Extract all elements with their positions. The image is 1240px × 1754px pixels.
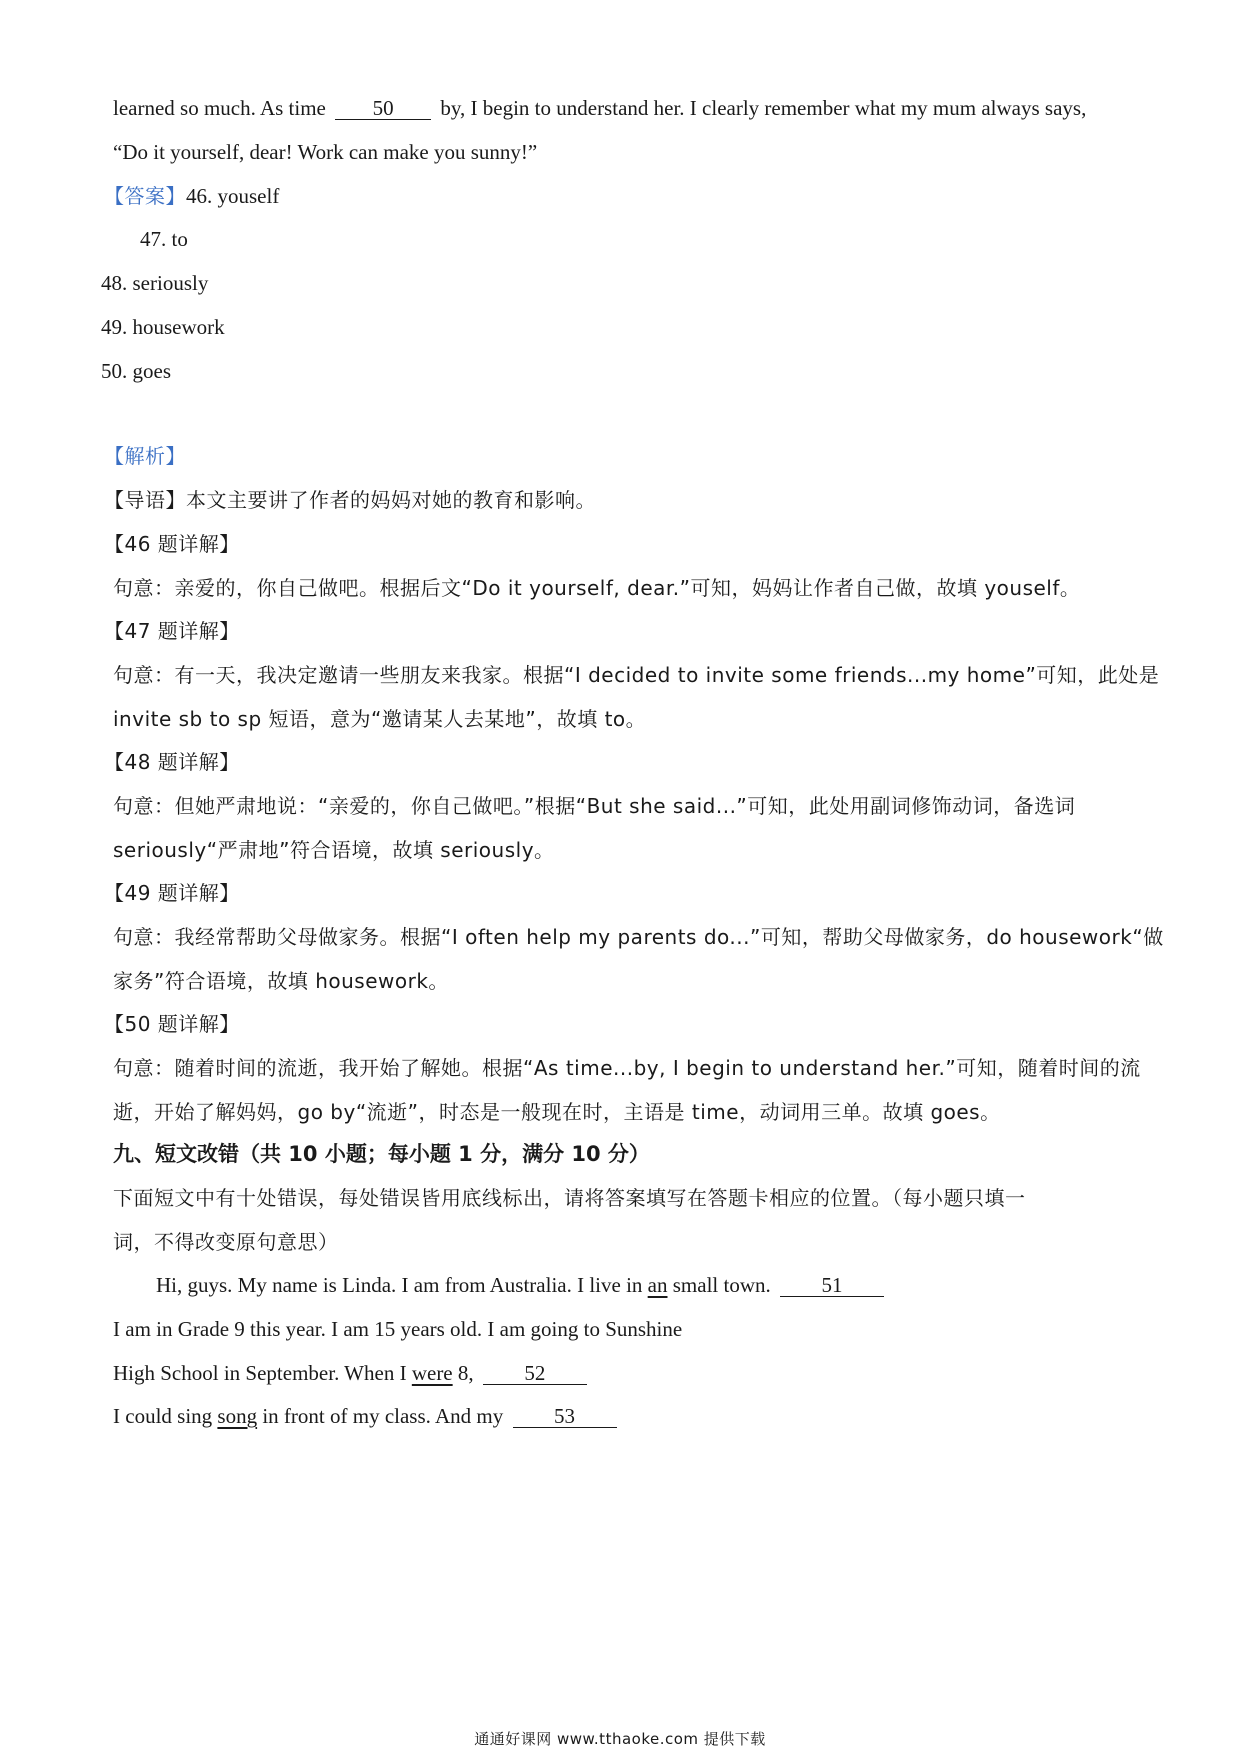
passage-line-1 bbox=[113, 92, 1133, 124]
analysis-intro: 【导语】本文主要讲了作者的妈妈对她的教育和影响。 bbox=[104, 488, 596, 512]
answer-50: 50. goes bbox=[101, 359, 171, 383]
section-9-instructions-2: 词，不得改变原句意思） bbox=[113, 1230, 339, 1254]
answer-48: 48. seriously bbox=[101, 271, 209, 295]
q48-text-2: seriously“严肃地”符合语境，故填 seriously。 bbox=[113, 838, 555, 862]
q47-text-2: invite sb to sp 短语，意为“邀请某人去某地”，故填 to。 bbox=[113, 707, 647, 731]
error-word-song: song bbox=[217, 1404, 258, 1428]
q48-title: 【48 题详解】 bbox=[104, 750, 240, 774]
q47-title: 【47 题详解】 bbox=[104, 619, 240, 643]
q46-text: 句意：亲爱的，你自己做吧。根据后文“Do it yourself, dear.”可知，妈妈让作者自己做，故填 youself。 bbox=[113, 576, 1081, 600]
passage-line-2: “Do it yourself, dear! Work can make you sunny!” bbox=[113, 140, 538, 164]
q50-text-1: 句意：随着时间的流逝，我开始了解她。根据“As time...by, I begin to understand her.”可知，随着时间的流 bbox=[113, 1056, 1141, 1080]
answer-47: 47. to bbox=[140, 227, 188, 251]
error-word-were: were bbox=[411, 1361, 453, 1385]
answer-blank-50: 50 bbox=[335, 97, 431, 120]
section-9-heading: 九、短文改错（共 10 小题；每小题 1 分，满分 10 分） bbox=[113, 1142, 650, 1166]
section-9-instructions-1: 下面短文中有十处错误，每处错误皆用底线标出，请将答案填写在答题卡相应的位置。（每小题只填一 bbox=[113, 1186, 1026, 1210]
q50-title: 【50 题详解】 bbox=[104, 1012, 240, 1036]
q47-text-1: 句意：有一天，我决定邀请一些朋友来我家。根据“I decided to invite some friends...my home”可知，此处是 bbox=[113, 663, 1160, 687]
passage-text: by, I begin to understand her. I clearly remember what my mum always says, bbox=[440, 96, 1087, 120]
q48-text-1: 句意：但她严肃地说：“亲爱的，你自己做吧。”根据“But she said...”可知，此处用副词修饰动词，备选词 bbox=[113, 794, 1076, 818]
analysis-label: 【解析】 bbox=[104, 444, 186, 468]
q49-text-1: 句意：我经常帮助父母做家务。根据“I often help my parents do...”可知，帮助父母做家务，do housework“做 bbox=[113, 925, 1164, 949]
correction-line-1: Hi, guys. My name is Linda. I am from Australia. I live in an small town. 51 bbox=[156, 1269, 1176, 1301]
correction-line-4: I could sing song in front of my class. And my 53 bbox=[113, 1400, 1133, 1432]
answer-46: 46. youself bbox=[186, 184, 280, 208]
q49-text-2: 家务”符合语境，故填 housework。 bbox=[113, 969, 449, 993]
q50-text-2: 逝，开始了解妈妈，go by“流逝”，时态是一般现在时，主语是 time，动词用三单。故填 goes。 bbox=[113, 1100, 1001, 1124]
correction-line-2: I am in Grade 9 this year. I am 15 years old. I am going to Sunshine bbox=[113, 1317, 683, 1341]
answer-49: 49. housework bbox=[101, 315, 225, 339]
answer-label: 【答案】 bbox=[104, 184, 186, 208]
error-word-an: an bbox=[647, 1273, 668, 1297]
answer-line bbox=[104, 180, 1124, 212]
answer-blank-51: 51 bbox=[780, 1274, 884, 1297]
answer-blank-53: 53 bbox=[513, 1405, 617, 1428]
correction-line-3: High School in September. When I were 8, 52 bbox=[113, 1357, 1133, 1389]
answer-blank-52: 52 bbox=[483, 1362, 587, 1385]
passage-text: learned so much. As time bbox=[113, 96, 326, 120]
q46-title: 【46 题详解】 bbox=[104, 532, 240, 556]
page-footer: 通通好课网 www.tthaoke.com 提供下载 bbox=[474, 1730, 766, 1748]
q49-title: 【49 题详解】 bbox=[104, 881, 240, 905]
